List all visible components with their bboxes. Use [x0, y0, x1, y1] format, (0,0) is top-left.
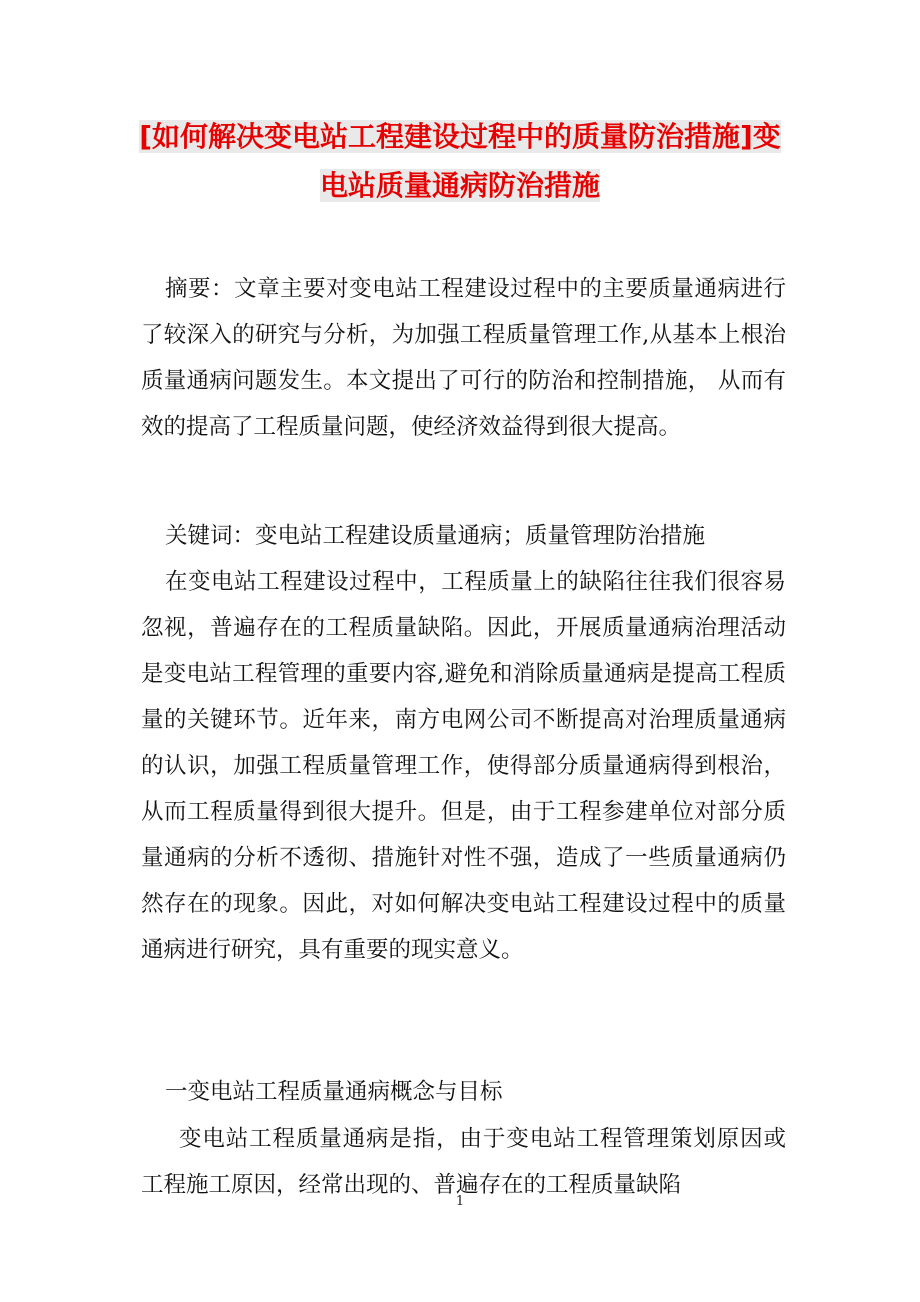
keywords-line: 关键词：变电站工程建设质量通病；质量管理防治措施: [165, 523, 706, 549]
section-heading-1: 一变电站工程质量通病概念与目标: [165, 1079, 503, 1105]
page-number: 1: [455, 1194, 465, 1209]
body-paragraph-1: 在变电站工程建设过程中，工程质量上的缺陷往往我们很容易忽视，普遍存在的工程质量缺陷。因此，开展质量通病治理活动是变电站工程管理的重要内容,避免和消除质量通病是提高工程质量的关键环节。近年来，南方电网公司不断提高对治理质量通病的认识，加强工程质量管理工作，使得部分质量通病得到根治，从而工程质量得到很大提升。但是，由于工程参建单位对部分质量通病的分析不透彻、措施针对性不强，造成了一些质量通病仍然存在的现象。因此，对如何解决变电站工程建设过程中的质量通病进行研究，具有重要的现实意义。: [141, 569, 786, 963]
body-paragraph-2: 变电站工程质量通病是指，由于变电站工程管理策划原因或工程施工原因，经常出现的、普遍存在的工程质量缺陷: [141, 1126, 786, 1198]
title-line-1: [如何解决变电站工程建设过程中的质量防治措施]变: [139, 120, 781, 153]
title-line-2: 电站质量通病防治措施: [319, 169, 600, 202]
abstract-paragraph: 摘要：文章主要对变电站工程建设过程中的主要质量通病进行了较深入的研究与分析，为加强工程质量管理工作,从基本上根治质量通病问题发生。本文提出了可行的防治和控制措施， 从而有效的提高了工程质量问题，使经济效益得到很大提高。: [141, 276, 786, 440]
document-title: [120, 112, 800, 210]
